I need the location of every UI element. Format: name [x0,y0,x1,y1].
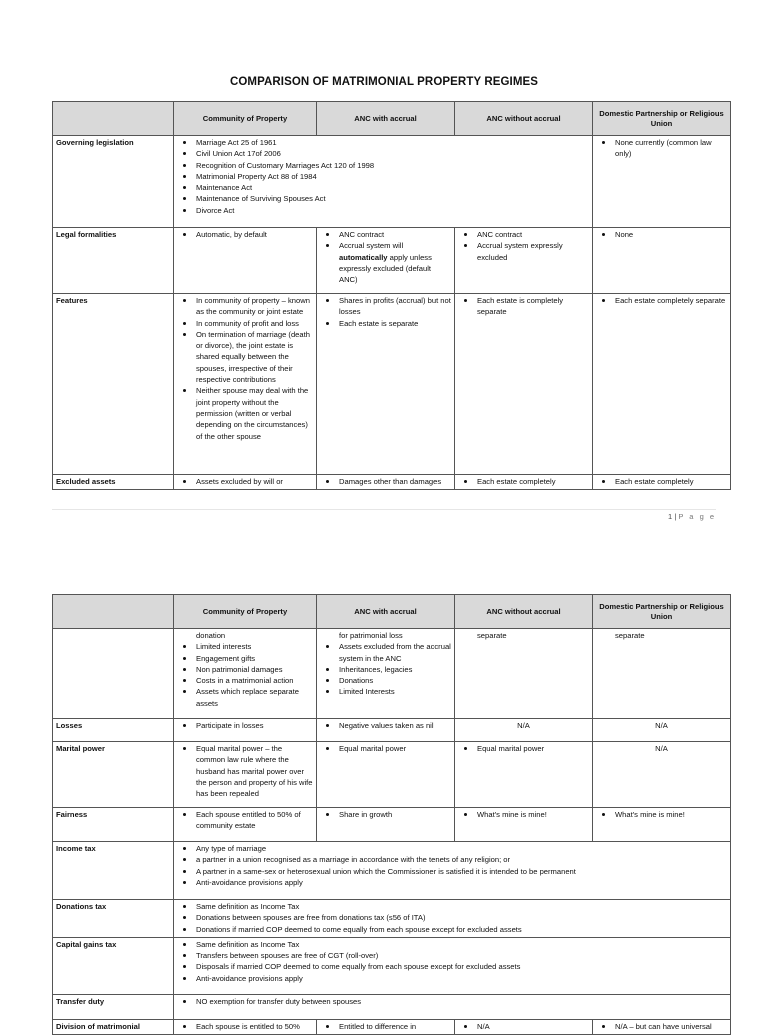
row-legal-formalities [53,228,731,294]
list-item: None currently (common law only) [615,137,727,160]
list-item: Equal marital power [339,743,451,754]
list-item: Engagement gifts [196,653,313,664]
excluded-cop-cell [174,475,317,490]
list-item: Maintenance of Surviving Spouses Act [196,193,589,204]
list-item: N/A [477,1021,589,1032]
row-transfer-duty [53,994,731,1019]
row-losses [53,719,731,742]
header-row [53,595,731,629]
page-title: COMPARISON OF MATRIMONIAL PROPERTY REGIMES [229,76,539,88]
list-item: Each estate is completely separate [477,295,589,318]
list-item: Shares in profits (accrual) but not losses [339,296,451,317]
list-item: NO exemption for transfer duty between spouses [196,996,727,1007]
income-tax-span-cell [174,842,731,900]
transfer-span-cell [174,994,731,1019]
excluded-cont-anc-accrual-cell [317,629,455,719]
list-item: Costs in a matrimonial action [196,675,313,686]
list-item: Recognition of Customary Marriages Act 120 of 1998 [196,160,589,171]
row-label: Excluded assets [53,475,174,490]
row-excluded-assets-continued [53,629,731,719]
excluded-cont-cop-cell [174,629,317,719]
fairness-cop-cell [174,808,317,842]
continued-text: for patrimonial loss [339,631,403,640]
list-item: Anti-avoidance provisions apply [196,877,727,888]
list-item: Each spouse entitled to 50% of community estate [196,809,313,832]
row-label: Fairness [53,808,174,842]
emphasis-text: automatically [339,252,388,262]
header-cell-empty [53,102,174,136]
list-item: ANC contract [477,229,589,240]
row-label: Marital power [53,742,174,808]
list-item: Damages other than damages [339,476,451,487]
losses-anc-accrual-cell [317,719,455,742]
list-item: Donations [339,675,451,686]
continued-text: donation [196,631,226,640]
text-fragment: Accrual system will [339,241,404,251]
header-anc-with-accrual: ANC with accrual [317,595,455,629]
list-item: Assets excluded from the accrual system in the ANC [339,642,451,663]
row-label-empty [53,629,174,719]
features-anc-accrual-cell [317,294,455,475]
list-item: In community of profit and loss [196,318,313,329]
list-item: Share in growth [339,809,451,820]
list-item: Equal marital power [477,743,589,754]
list-item: a partner in a union recognised as a marriage in accordance with the tenets of any religion; or [196,854,727,865]
row-label: Division of matrimonial [53,1019,174,1034]
excluded-anc-accrual-cell [317,475,455,490]
text-fragment: apply unless expressly excluded (default ANC) [339,252,432,285]
division-anc-accrual-cell [317,1019,455,1034]
list-item: N/A – but can have universal [615,1021,727,1032]
page-footer [600,512,716,521]
comparison-table-page-1 [52,101,731,490]
continued-text: separate [477,631,507,640]
marital-anc-no-accrual-cell [455,742,593,808]
row-label: Transfer duty [53,994,174,1019]
list-item: Non patrimonial damages [196,664,313,675]
header-row [53,102,731,136]
division-dp-cell [593,1019,731,1034]
list-item: Neither spouse may deal with the joint property without the permission (written or verbal depending on the circumstances) of the other spouse [196,385,313,441]
list-item: Matrimonial Property Act 88 of 1984 [196,171,589,182]
marital-anc-accrual-cell [317,742,455,808]
list-item: Automatic, by default [196,229,313,240]
list-item: Each estate completely [477,476,589,487]
marital-dp-cell: N/A [593,742,731,808]
header-community-of-property: Community of Property [174,102,317,136]
list-item: Donations between spouses are free from donations tax (s56 of ITA) [196,912,727,923]
list-item: Negative values taken as nil [339,720,451,731]
list-item: Divorce Act [196,205,589,216]
excluded-anc-no-accrual-cell [455,475,593,490]
row-income-tax [53,842,731,900]
header-anc-without-accrual: ANC without accrual [455,102,593,136]
donations-tax-span-cell [174,900,731,938]
header-domestic-partnership: Domestic Partnership or Religious Union [593,102,731,136]
continued-text: separate [615,631,645,640]
list-item: None [615,229,727,240]
footer-page-word: P a g e [678,512,716,521]
list-item: Each estate is separate [339,318,451,329]
losses-cop-cell [174,719,317,742]
list-item: Same definition as Income Tax [196,939,727,950]
fairness-dp-cell [593,808,731,842]
division-cop-cell [174,1019,317,1034]
list-item: Maintenance Act [196,182,589,193]
list-item: Each spouse is entitled to 50% [196,1021,313,1032]
list-item: Inheritances, legacies [339,664,451,675]
marital-cop-cell [174,742,317,808]
row-capital-gains-tax [53,937,731,994]
fairness-anc-no-accrual-cell [455,808,593,842]
list-item: A partner in a same-sex or heterosexual union which the Commissioner is satisfied it is intended to be permanent [196,866,727,877]
formalities-anc-accrual-cell [317,228,455,294]
list-item: Same definition as Income Tax [196,901,727,912]
list-item: Marriage Act 25 of 1961 [196,137,589,148]
excluded-dp-cell [593,475,731,490]
governing-dp-cell [593,136,731,228]
list-item: Participate in losses [196,720,313,731]
cgt-span-cell [174,937,731,994]
formalities-anc-no-accrual-cell [455,228,593,294]
list-item [339,240,451,285]
header-community-of-property: Community of Property [174,595,317,629]
features-dp-cell [593,294,731,475]
comparison-table-page-2 [52,594,731,1035]
list-item: On termination of marriage (death or divorce), the joint estate is shared equally between the spouses, irrespective of their respective contributions [196,329,313,385]
page-break-line [52,509,716,510]
list-item: ANC contract [339,229,451,240]
row-donations-tax [53,900,731,938]
row-label: Governing legislation [53,136,174,228]
list-item: Civil Union Act 17of 2006 [196,148,589,159]
page-number: 1 [668,512,673,521]
list-item: Any type of marriage [196,843,727,854]
excluded-cont-dp-cell [593,629,731,719]
features-anc-no-accrual-cell [455,294,593,475]
list-item: Equal marital power – the common law rule where the husband has marital power over the person and property of his wife has been repealed [196,744,313,799]
header-anc-without-accrual: ANC without accrual [455,595,593,629]
header-anc-with-accrual: ANC with accrual [317,102,455,136]
losses-anc-no-accrual-cell: N/A [455,719,593,742]
row-label: Donations tax [53,900,174,938]
list-item: Assets which replace separate assets [196,686,313,709]
list-item: Accrual system expressly excluded [477,240,589,263]
formalities-cop-cell [174,228,317,294]
list-item: What's mine is mine! [477,809,589,820]
row-label: Features [53,294,174,475]
row-marital-power [53,742,731,808]
excluded-cont-anc-no-accrual-cell [455,629,593,719]
list-item: Assets excluded by will or [196,476,313,487]
row-governing-legislation [53,136,731,228]
list-item: Limited Interests [339,686,451,697]
losses-dp-cell: N/A [593,719,731,742]
features-cop-cell [174,294,317,475]
list-item: Limited interests [196,641,313,652]
row-label: Legal formalities [53,228,174,294]
row-label: Losses [53,719,174,742]
formalities-dp-cell [593,228,731,294]
list-item: Anti-avoidance provisions apply [196,973,727,984]
row-features [53,294,731,475]
list-item: Disposals if married COP deemed to come equally from each spouse except for excluded assets [196,961,727,972]
list-item: Each estate completely separate [615,296,726,305]
row-label: Capital gains tax [53,937,174,994]
list-item: In community of property – known as the community or joint estate [196,295,313,318]
division-anc-no-accrual-cell [455,1019,593,1034]
row-division [53,1019,731,1034]
fairness-anc-accrual-cell [317,808,455,842]
list-item: Donations if married COP deemed to come equally from each spouse except for excluded assets [196,924,727,935]
row-label: Income tax [53,842,174,900]
list-item: Each estate completely [615,476,727,487]
footer-separator: | [674,512,677,521]
list-item: What's mine is mine! [615,809,727,820]
list-item: Entitled to difference in [339,1021,451,1032]
governing-span-cell [174,136,593,228]
header-cell-empty [53,595,174,629]
row-excluded-assets [53,475,731,490]
row-fairness [53,808,731,842]
header-domestic-partnership: Domestic Partnership or Religious Union [593,595,731,629]
list-item: Transfers between spouses are free of CGT (roll-over) [196,950,727,961]
